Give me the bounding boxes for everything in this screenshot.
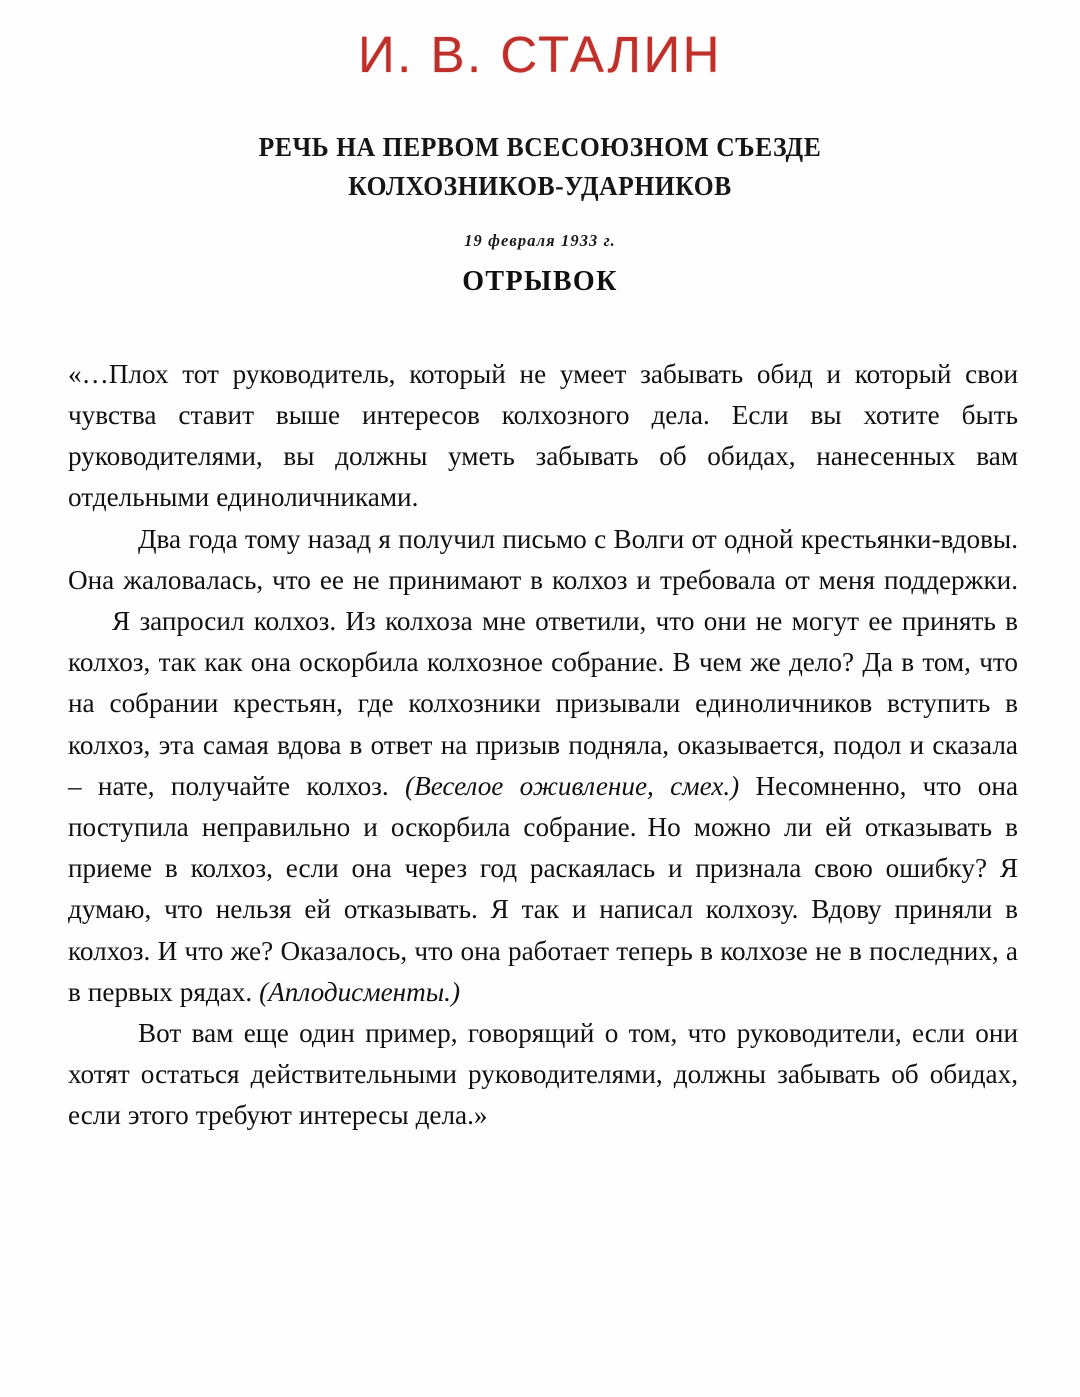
document-body	[0, 298, 1080, 1137]
paragraph-1: «…Плох тот руководитель, который не умеет забывать обид и который свои чувства ставит выше интересов колхозного дела. Если вы хотите быть руководителями, вы должны уметь забывать об обидах, нанесенных вам отдельными единоличниками.	[68, 358, 1018, 513]
document-masthead	[0, 0, 1080, 298]
speech-title-line-2: КОЛХОЗНИКОВ-УДАРНИКОВ	[348, 169, 732, 201]
speech-title	[173, 127, 908, 205]
speech-date: 19 февраля 1933 г.	[464, 230, 616, 250]
stage-direction-laughter: (Веселое оживление, смех.)	[405, 770, 740, 801]
speech-title-line-1: РЕЧЬ НА ПЕРВОМ ВСЕСОЮЗНОМ СЪЕЗДЕ	[258, 130, 822, 162]
paragraph-2	[68, 519, 1018, 1013]
author-name: И. В. СТАЛИН	[357, 26, 723, 83]
paragraph-2-segment-d: Но можно ли ей отказывать в приеме в колхоз, если она через год раскаялась и признала свою ошибку? Я думаю, что нельзя ей отказывать. Я так и написал колхозу. Вдову приняли в колхоз. И что же? Оказалось, что она работает теперь в колхозе не в последних, а в первых рядах.	[68, 811, 1018, 1007]
paragraph-2-segment-a: Два года тому назад я получил письмо с Волги от одной крестьянки-вдовы. Она жаловалась, что ее не принимают в колхоз и требовала от меня поддержки.	[68, 523, 1018, 595]
paragraph-2-segment-b: Я запросил колхоз. Из колхоза мне ответили, что они не могут ее принять в колхоз, так как она оскорбила колхозное собрание. В чем же дело? Да в том, что на собрании крестьян, где колхозники призывали единоличников вступить в колхоз, эта самая вдова в ответ на призыв подняла, оказывается, подол и сказала – нате, получайте колхоз.	[68, 605, 1018, 801]
paragraph-2-segment-c: Несомненно, что она поступила неправильно и оскорбила собрание.	[68, 770, 1019, 842]
excerpt-label: ОТРЫВОК	[462, 265, 618, 297]
stage-direction-applause: (Аплодисменты.)	[259, 976, 461, 1007]
paragraph-3: Вот вам еще один пример, говорящий о том, что руководители, если они хотят остаться действительными руководителями, должны забывать об обидах, если этого требуют интересы дела.»	[68, 1017, 1018, 1131]
